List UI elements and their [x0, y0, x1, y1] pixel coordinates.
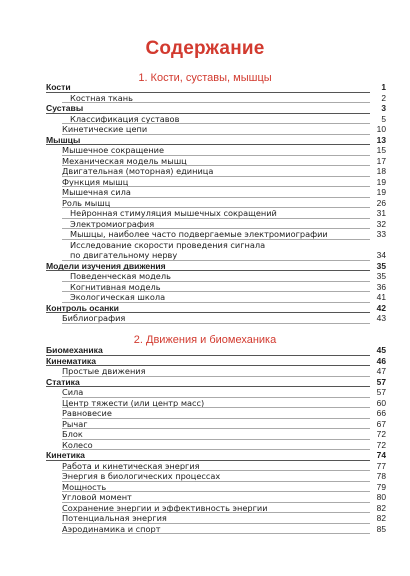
toc-entry — [46, 177, 386, 188]
toc-entry-title: Поведенческая модель — [70, 271, 171, 281]
toc-entry-title: Контроль осанки — [46, 302, 119, 313]
toc-page-number: 78 — [376, 471, 386, 481]
toc-entry-title: Колесо — [62, 439, 93, 450]
toc-entry-title: Рычаг — [62, 418, 88, 429]
toc-entry — [46, 229, 386, 240]
toc-page-number: 57 — [376, 376, 386, 387]
toc-entry-title: Модели изучения движения — [46, 260, 166, 271]
toc-entry-title: Работа и кинетическая энергия — [62, 460, 200, 471]
toc-entry-title: Сохранение энергии и эффективность энергии — [62, 502, 268, 513]
toc-page-number: 2 — [381, 92, 386, 103]
toc-entry-title: Механическая модель мышц — [62, 155, 187, 166]
toc-page-number: 82 — [376, 502, 386, 513]
toc-entry — [46, 282, 386, 293]
toc-entry — [46, 93, 386, 104]
toc-page-number: 1 — [381, 82, 386, 92]
toc-entry — [46, 461, 386, 472]
toc-page-number: 13 — [376, 134, 386, 145]
toc-page-number: 17 — [376, 155, 386, 166]
toc-entry — [46, 419, 386, 430]
toc-entry — [46, 156, 386, 167]
toc-entry — [46, 482, 386, 493]
toc-page-number: 31 — [376, 208, 386, 218]
toc-page-number: 33 — [376, 229, 386, 239]
toc-page-number: 18 — [376, 166, 386, 176]
toc-page-number: 67 — [376, 418, 386, 429]
toc-page-number: 15 — [376, 145, 386, 155]
toc-entry — [46, 408, 386, 419]
toc-page-number: 5 — [381, 113, 386, 124]
toc-chapter-entry — [46, 303, 386, 314]
toc-entry — [46, 208, 386, 219]
toc-entry-title: Мышечное сокращение — [62, 145, 165, 155]
toc-entry-title: Мышечная сила — [62, 187, 131, 197]
toc-entry — [46, 429, 386, 440]
toc-entry-title: Кости — [46, 82, 71, 92]
toc-chapter-entry — [46, 377, 386, 388]
toc-page-number: 34 — [376, 250, 386, 260]
toc-entry — [46, 503, 386, 514]
toc-page-number: 47 — [376, 366, 386, 376]
toc-entry-title: Когнитивная модель — [70, 281, 161, 292]
toc-entry — [46, 114, 386, 125]
toc-page-number: 66 — [376, 408, 386, 418]
toc-page-number: 77 — [376, 460, 386, 471]
toc-entry-title: Биомеханика — [46, 345, 103, 355]
toc-page-number: 3 — [381, 103, 386, 113]
toc-page-number: 36 — [376, 281, 386, 292]
toc-page-number: 74 — [376, 450, 386, 460]
toc-page-number: 79 — [376, 481, 386, 492]
toc-page-number: 72 — [376, 439, 386, 450]
toc-entry — [46, 219, 386, 230]
toc-page-number: 60 — [376, 397, 386, 408]
toc-entry-title: Равновесие — [62, 408, 112, 418]
toc-entry — [46, 492, 386, 503]
toc-entry — [46, 440, 386, 451]
toc-page-number: 41 — [376, 292, 386, 302]
toc-entry — [46, 187, 386, 198]
toc-entry — [46, 366, 386, 377]
toc-entry-title: Кинетика — [46, 450, 85, 460]
toc-entry — [46, 387, 386, 398]
toc-page-number: 32 — [376, 218, 386, 229]
toc-page-number: 80 — [376, 492, 386, 502]
toc-entry-title: Электромиография — [70, 218, 155, 229]
toc-entry-title: Мышцы, наиболее часто подвергаемые электромиографии — [70, 229, 328, 239]
toc-entry — [46, 471, 386, 482]
toc-section-1 — [46, 82, 386, 324]
toc-entry-title: Центр тяжести (или центр масс) — [62, 397, 205, 408]
toc-entry-title: Энергия в биологических процессах — [62, 471, 221, 481]
toc-entry-title: Кинетические цепи — [62, 124, 148, 134]
toc-page-number: 45 — [376, 345, 386, 355]
toc-page-number: 42 — [376, 302, 386, 313]
toc-entry — [46, 313, 386, 324]
toc-entry-title: Статика — [46, 376, 80, 387]
toc-page-number: 43 — [376, 313, 386, 323]
toc-entry-title: Нейронная стимуляция мышечных сокращений — [70, 208, 277, 218]
toc-page-number: 35 — [376, 260, 386, 271]
toc-page-number: 19 — [376, 187, 386, 197]
toc-chapter-entry — [46, 135, 386, 146]
toc-chapter-entry — [46, 450, 386, 461]
toc-entry-title: Блок — [62, 429, 83, 439]
toc-entry — [46, 292, 386, 303]
section-heading-1: 1. Кости, суставы, мышцы — [138, 72, 272, 84]
toc-entry-title: Мышцы — [46, 134, 81, 145]
toc-page-number: 26 — [376, 197, 386, 208]
toc-entry — [46, 398, 386, 409]
toc-entry-title: Роль мышц — [62, 197, 111, 208]
toc-entry — [46, 145, 386, 156]
toc-page-number: 19 — [376, 176, 386, 187]
toc-chapter-entry — [46, 356, 386, 367]
toc-entry-title: Исследование скорости проведения сигнала по двигательному нерву — [70, 239, 266, 260]
toc-entry — [46, 513, 386, 524]
toc-entry-title: Мощность — [62, 481, 107, 492]
toc-entry-title: Суставы — [46, 103, 84, 113]
toc-chapter-entry — [46, 345, 386, 356]
toc-entry-title: Экологическая школа — [70, 292, 166, 302]
toc-page-number: 72 — [376, 429, 386, 439]
toc-entry-title: Костная ткань — [70, 92, 133, 103]
toc-page-number: 46 — [376, 355, 386, 366]
toc-section-2 — [46, 345, 386, 534]
toc-page-number: 82 — [376, 513, 386, 523]
toc-chapter-entry — [46, 82, 386, 93]
toc-entry-title: Потенциальная энергия — [62, 513, 167, 523]
toc-entry-title: Сила — [62, 387, 84, 397]
toc-entry-title: Аэродинамика и спорт — [62, 523, 161, 534]
toc-chapter-entry — [46, 261, 386, 272]
toc-page-number: 35 — [376, 271, 386, 281]
toc-entry-title: Кинематика — [46, 355, 96, 366]
toc-page-number: 57 — [376, 387, 386, 397]
toc-entry — [46, 240, 386, 261]
toc-entry-title: Двигательная (моторная) единица — [62, 166, 214, 176]
toc-page-number: 85 — [376, 523, 386, 534]
page-title: Содержание — [145, 38, 265, 59]
toc-page-number: 10 — [376, 124, 386, 134]
toc-entry-title: Библиография — [62, 313, 126, 323]
toc-chapter-entry — [46, 103, 386, 114]
toc-entry-title: Классификация суставов — [70, 113, 180, 124]
toc-entry — [46, 198, 386, 209]
toc-entry-title: Простые движения — [62, 366, 146, 376]
toc-entry — [46, 524, 386, 535]
toc-entry-title: Функция мышц — [62, 176, 129, 187]
toc-entry — [46, 271, 386, 282]
toc-entry — [46, 124, 386, 135]
toc-entry-title: Угловой момент — [62, 492, 132, 502]
section-heading-2: 2. Движения и биомеханика — [133, 334, 277, 346]
toc-entry — [46, 166, 386, 177]
